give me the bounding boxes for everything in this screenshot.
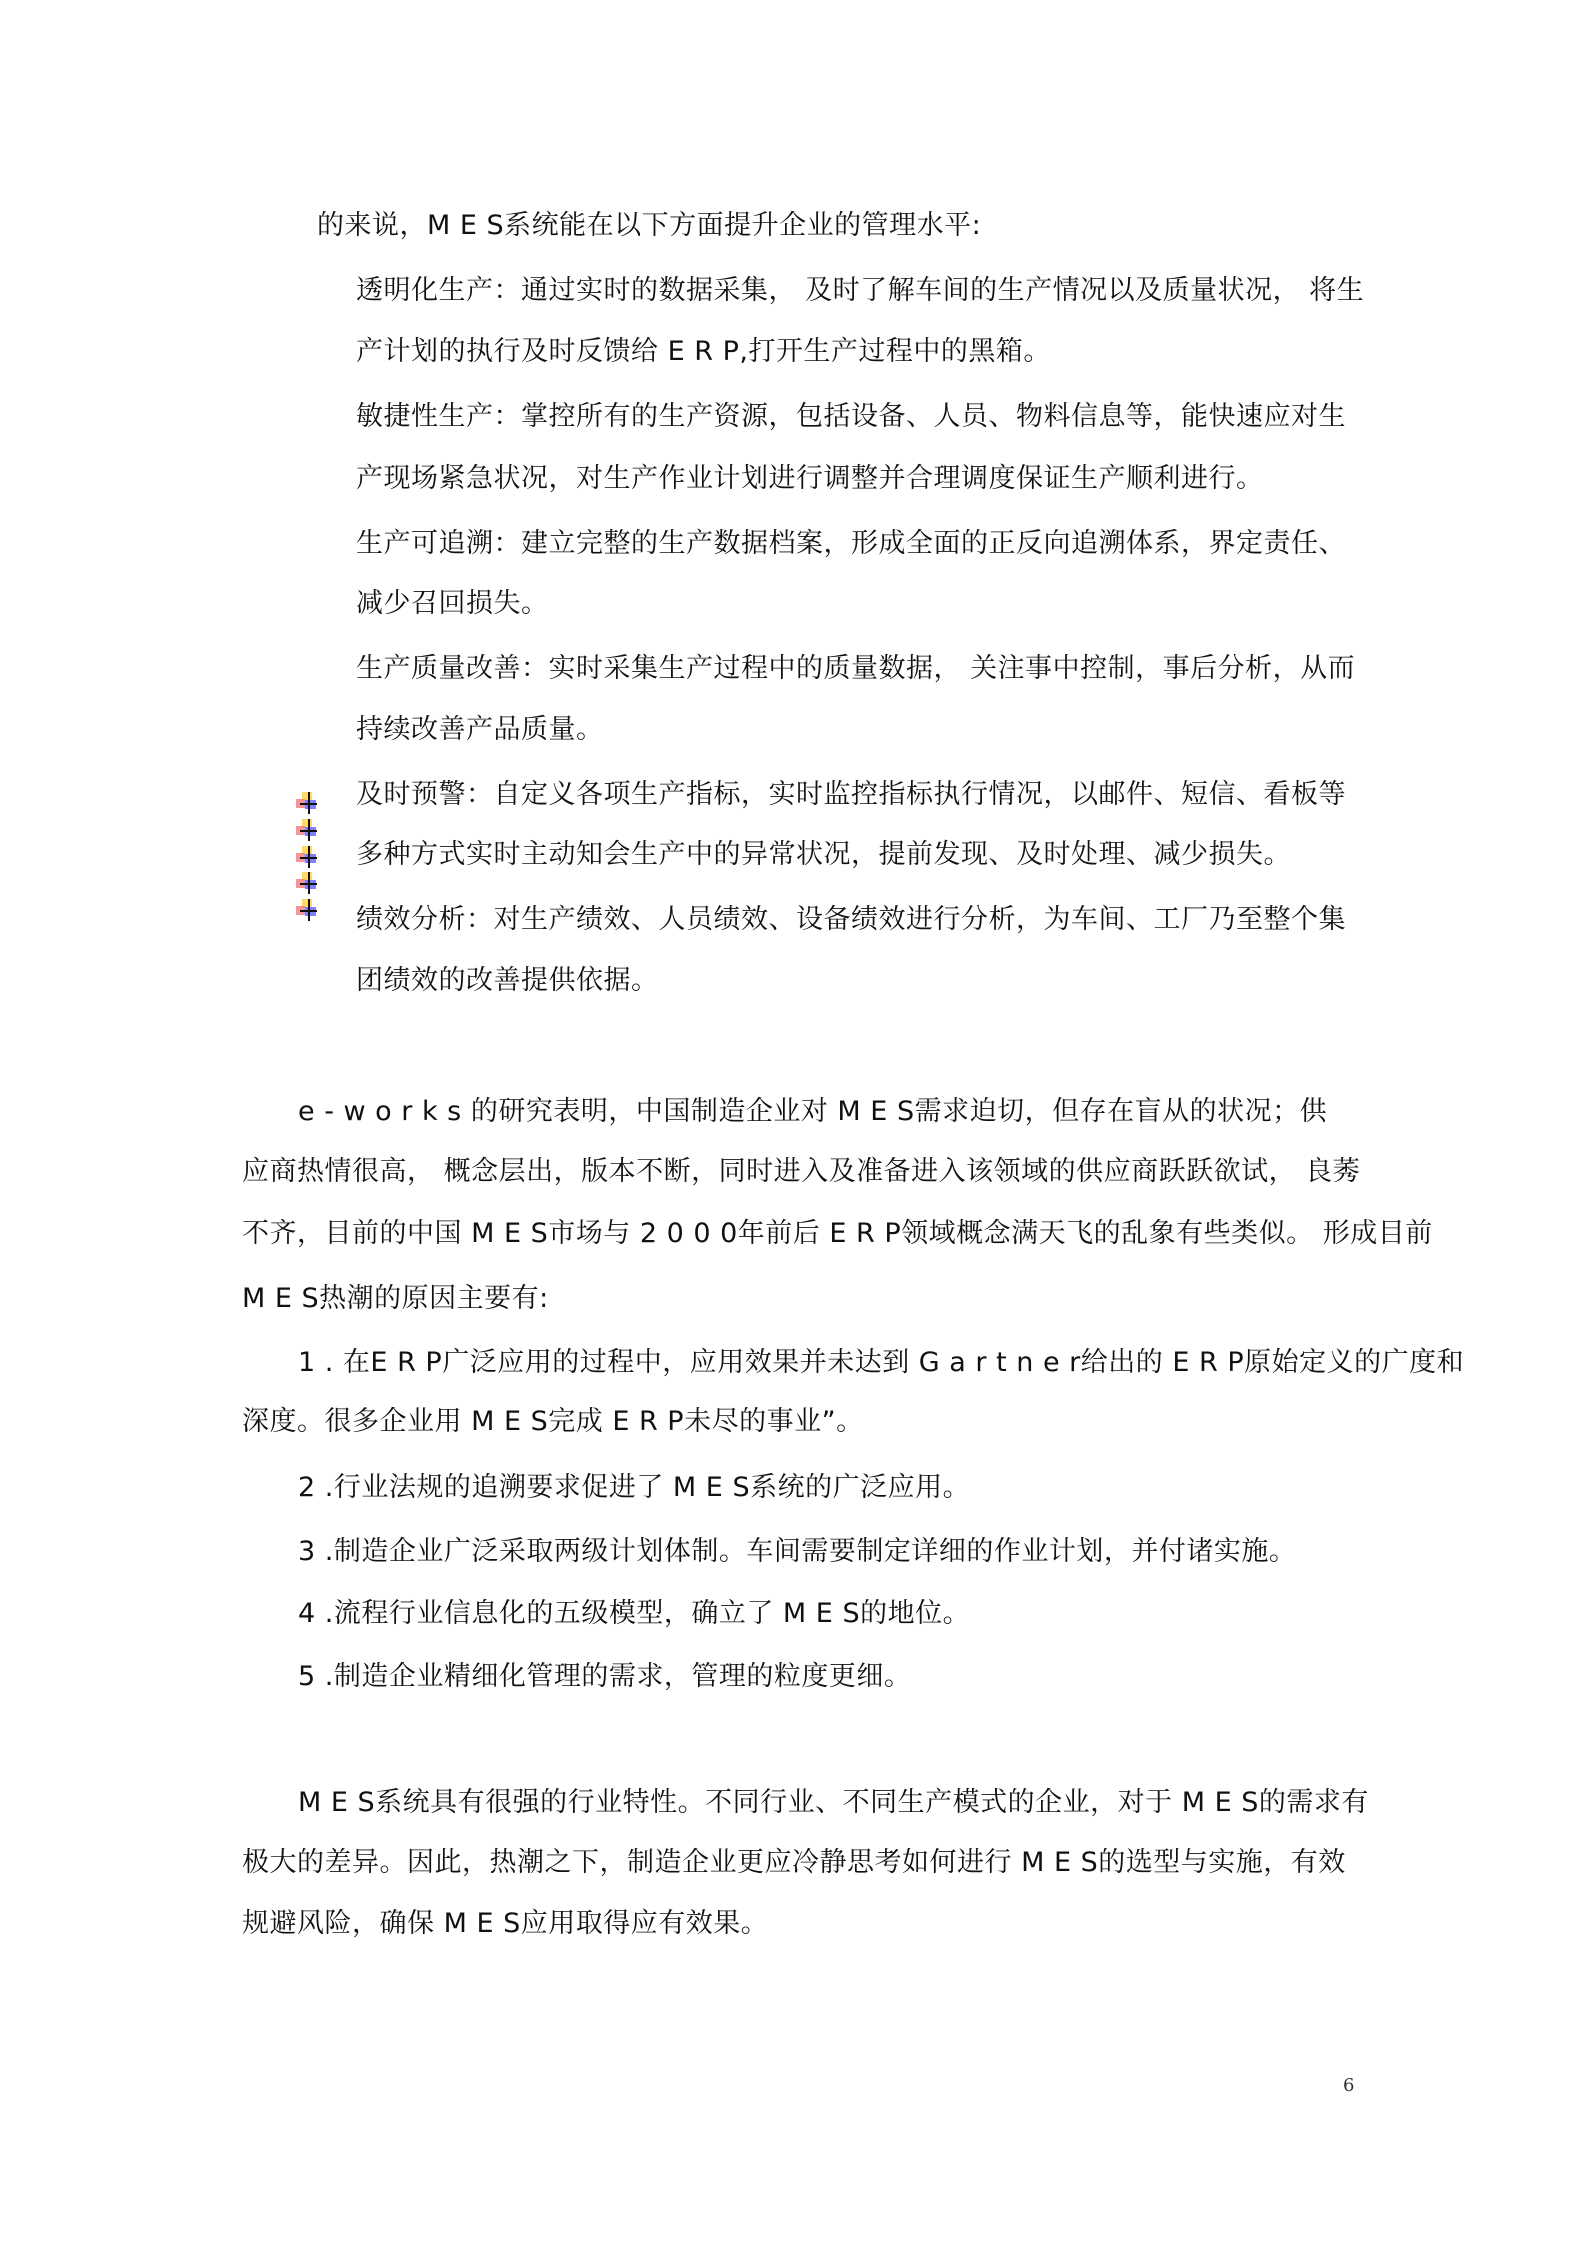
- benefit-quality-line2: 持续改善产品质量。: [356, 714, 604, 745]
- reason-1-line2: 深度。很多企业用 M E S完成 E R P未尽的事业”。: [242, 1406, 864, 1437]
- para1-line1: e - w o r k s 的研究表明，中国制造企业对 M E S需求迫切，但存在盲从的状况；供: [298, 1096, 1328, 1127]
- benefit-performance-line1: 绩效分析：对生产绩效、人员绩效、设备绩效进行分析，为车间、工厂乃至整个集: [356, 904, 1346, 935]
- para1-line4: M E S热潮的原因主要有:: [242, 1283, 549, 1314]
- benefit-transparent-line1: 透明化生产：通过实时的数据采集， 及时了解车间的生产情况以及质量状况， 将生: [356, 275, 1365, 306]
- reason-1-line1: 1 . 在E R P广泛应用的过程中，应用效果并未达到 G a r t n e r给出的 E R P原始定义的广度和: [298, 1347, 1465, 1378]
- intro-line: 的来说，M E S系统能在以下方面提升企业的管理水平:: [317, 210, 982, 241]
- reason-3: 3 .制造企业广泛采取两级计划体制。车间需要制定详细的作业计划，并付诸实施。: [298, 1536, 1297, 1567]
- benefit-performance-line2: 团绩效的改善提供依据。: [356, 965, 659, 996]
- reason-2: 2 .行业法规的追溯要求促进了 M E S系统的广泛应用。: [298, 1472, 971, 1503]
- reason-4: 4 .流程行业信息化的五级模型，确立了 M E S的地位。: [298, 1598, 971, 1629]
- para1-line3: 不齐，目前的中国 M E S市场与 2 0 0 0年前后 E R P领域概念满天飞的乱象有些类似。 形成目前: [242, 1218, 1433, 1249]
- para2-line2: 极大的差异。因此，热潮之下，制造企业更应冷静思考如何进行 M E S的选型与实施，有效: [242, 1847, 1346, 1878]
- benefit-trace-line1: 生产可追溯：建立完整的生产数据档案，形成全面的正反向追溯体系，界定责任、: [356, 528, 1346, 559]
- para2-line3: 规避风险，确保 M E S应用取得应有效果。: [242, 1908, 769, 1939]
- para2-line1: M E S系统具有很强的行业特性。不同行业、不同生产模式的企业，对于 M E S的需求有: [298, 1787, 1369, 1818]
- bullet-icon: [296, 872, 320, 894]
- benefit-alert-line1: 及时预警：自定义各项生产指标，实时监控指标执行情况，以邮件、短信、看板等: [356, 779, 1346, 810]
- page-number: 6: [1343, 2075, 1355, 2096]
- para1-line2: 应商热情很高， 概念层出，版本不断，同时进入及准备进入该领域的供应商跃跃欲试， 良莠: [242, 1156, 1361, 1187]
- bullet-icon: [296, 899, 320, 921]
- bullet-icon: [296, 792, 320, 814]
- benefit-trace-line2: 减少召回损失。: [356, 588, 549, 619]
- reason-5: 5 .制造企业精细化管理的需求，管理的粒度更细。: [298, 1661, 912, 1692]
- benefit-alert-line2: 多种方式实时主动知会生产中的异常状况，提前发现、及时处理、减少损失。: [356, 839, 1291, 870]
- benefit-agile-line1: 敏捷性生产：掌控所有的生产资源，包括设备、人员、物料信息等，能快速应对生: [356, 401, 1346, 432]
- benefit-quality-line1: 生产质量改善：实时采集生产过程中的质量数据， 关注事中控制，事后分析，从而: [356, 653, 1356, 684]
- bullet-icon: [296, 846, 320, 868]
- benefit-agile-line2: 产现场紧急状况，对生产作业计划进行调整并合理调度保证生产顺利进行。: [356, 463, 1264, 494]
- benefit-transparent-line2: 产计划的执行及时反馈给 E R P,打开生产过程中的黑箱。: [356, 336, 1051, 367]
- bullet-icon: [296, 819, 320, 841]
